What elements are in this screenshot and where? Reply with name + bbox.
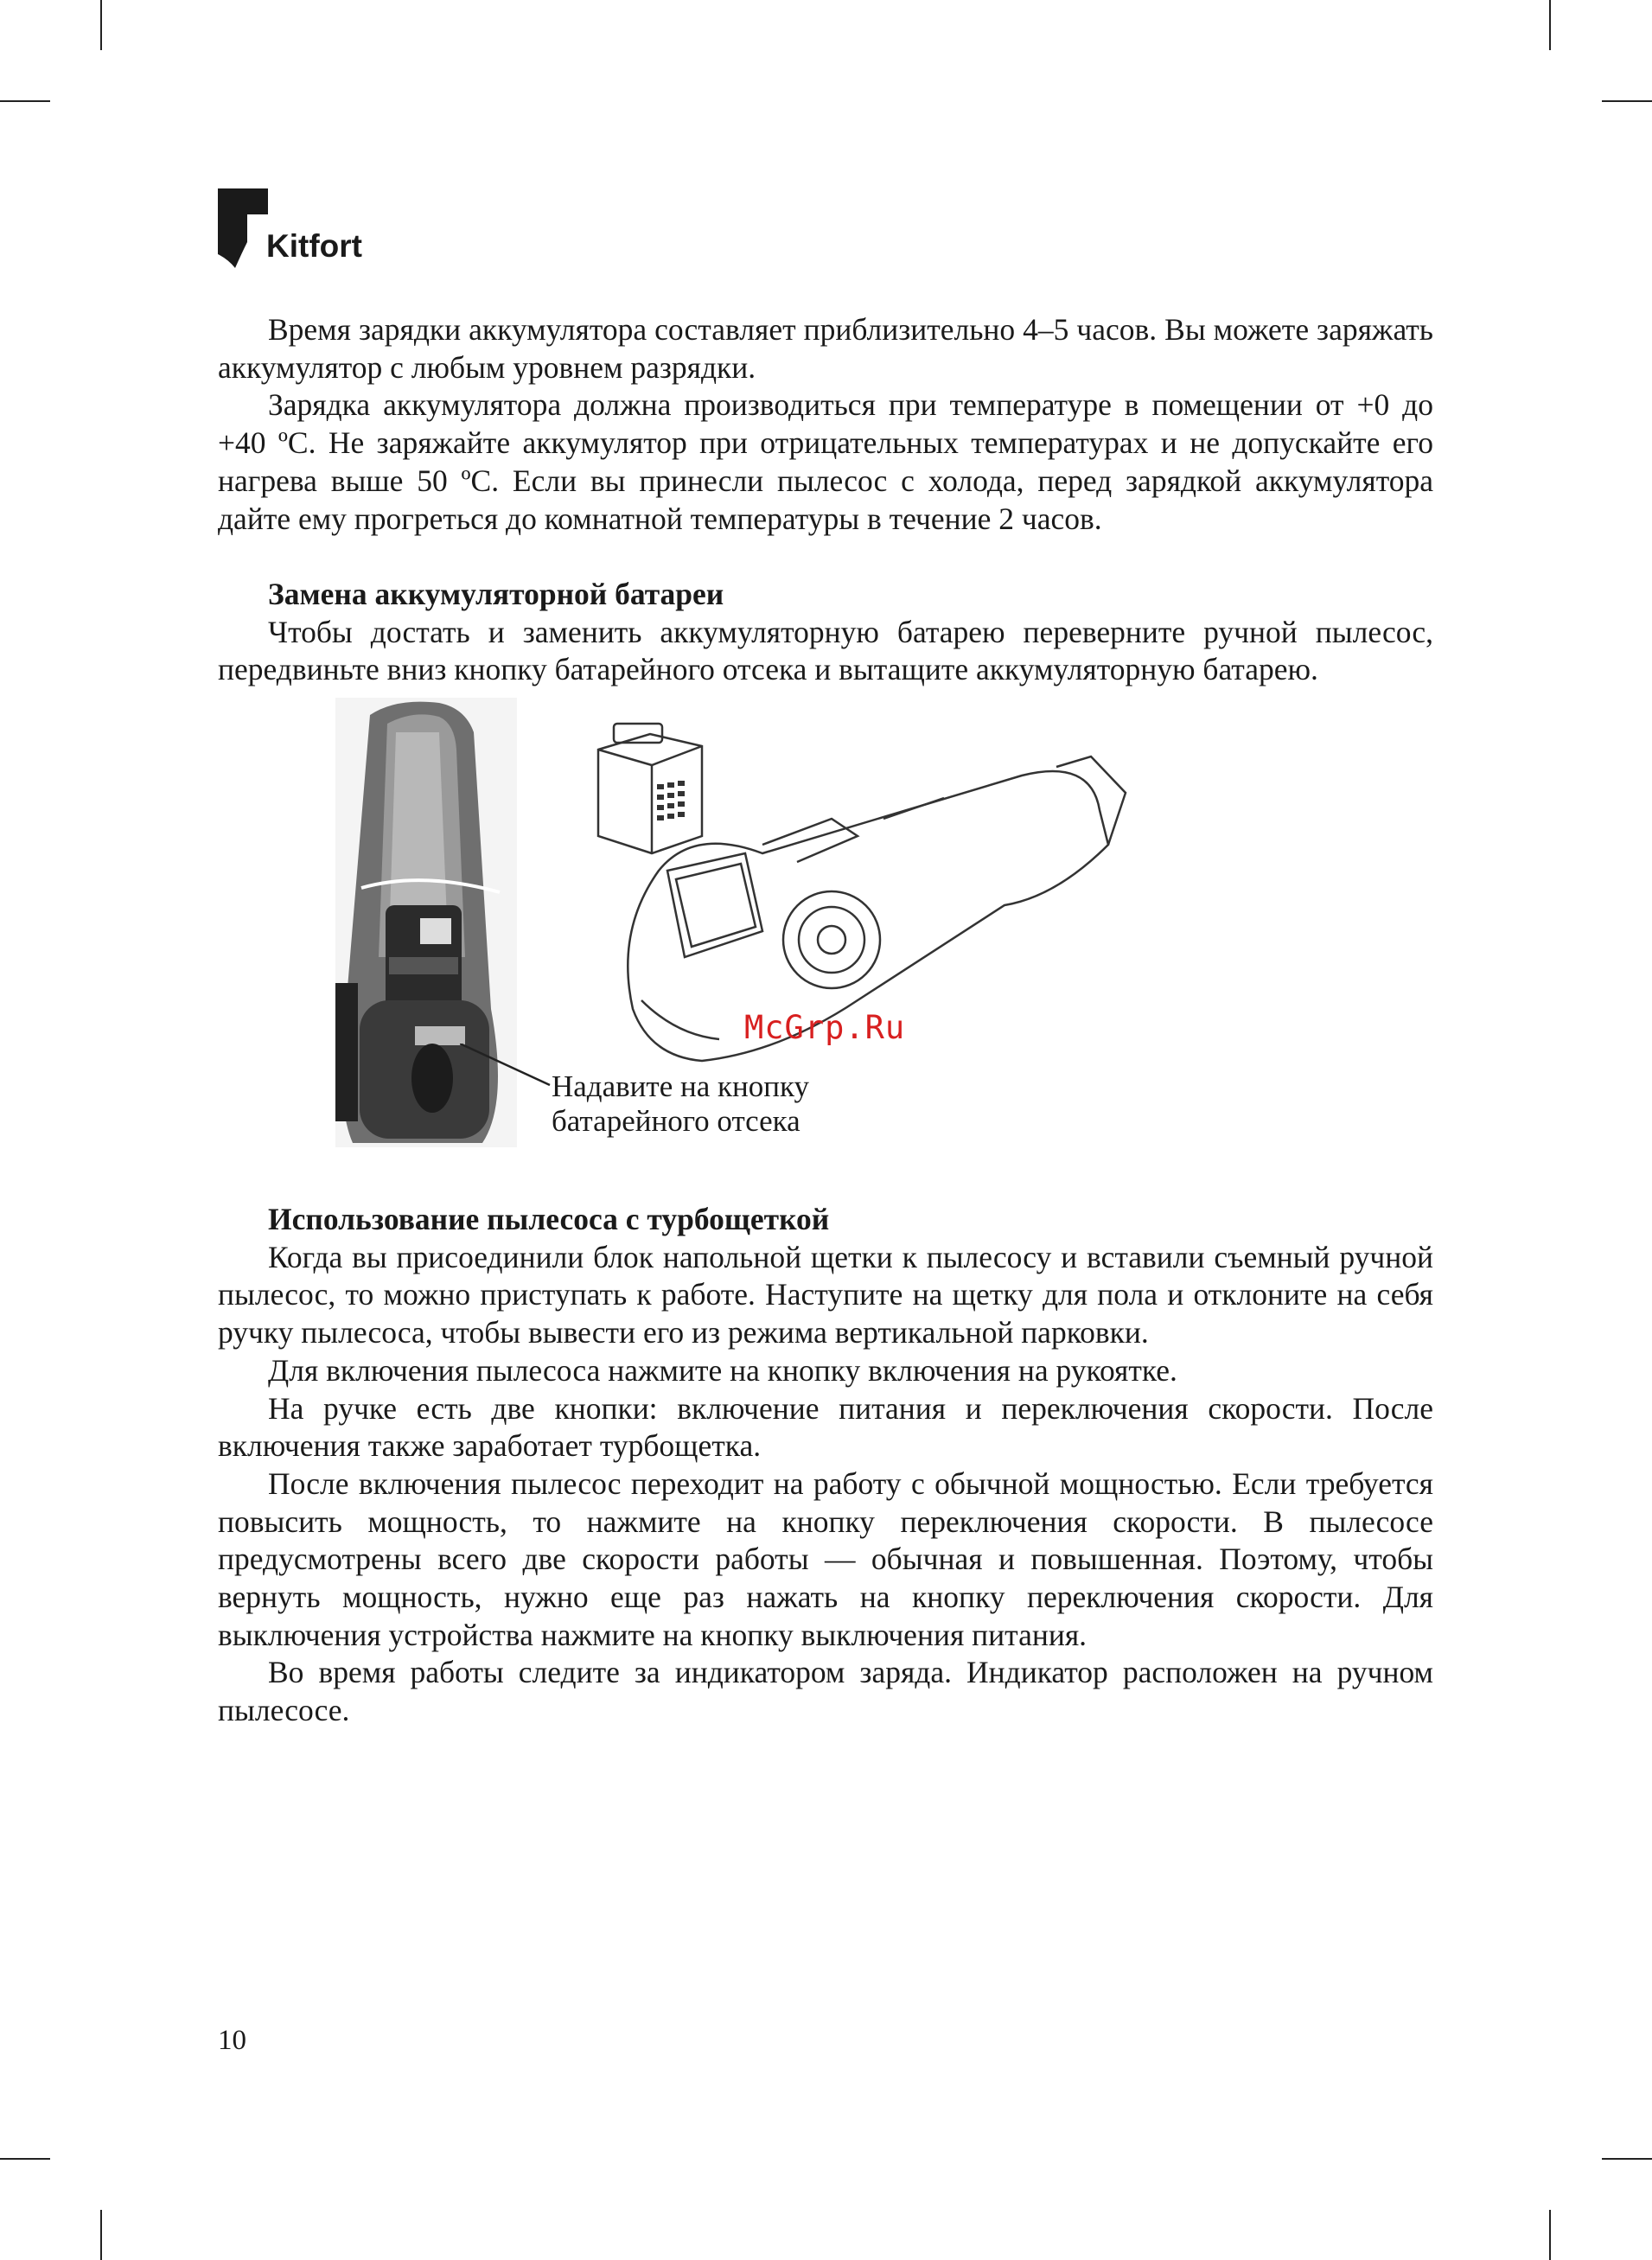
brand-logo bbox=[216, 188, 389, 275]
figure-caption bbox=[552, 1069, 809, 1139]
paragraph: Время зарядки аккумулятора составляет приблизительно 4–5 часов. Вы можете заряжать аккумулятор с любым уровнем разрядки. bbox=[218, 312, 1433, 385]
paragraph: На ручке есть две кнопки: включение питания и переключения скорости. После включения также заработает турбощетка. bbox=[218, 1390, 1433, 1464]
caption-line: Надавите на кнопку bbox=[552, 1069, 809, 1104]
page-number: 10 bbox=[218, 2025, 246, 2056]
paragraph: После включения пылесос переходит на работу с обычной мощностью. Если требуется повысить мощность, то нажмите на кнопку переключения скорости. В пылесосе предусмотрены всего две скорости работы — обычная и повышенная. Поэтому, чтобы вернуть мощность, нужно еще раз нажать на кнопку переключения скорости. Для выключения устройства нажмите на кнопку выключения питания. bbox=[218, 1465, 1433, 1652]
paragraph: Чтобы достать и заменить аккумуляторную батарею переверните ручной пылесос, передвиньте вниз кнопку батарейного отсека и вытащите аккумуляторную батарею. bbox=[218, 614, 1433, 687]
callout-line bbox=[460, 1044, 555, 1095]
crop-mark bbox=[0, 100, 50, 102]
crop-mark bbox=[1549, 0, 1551, 50]
battery-figure bbox=[218, 698, 1433, 1182]
paragraph: Зарядка аккумулятора должна производиться при температуре в помещении от +0 до +40 ºС. Не заряжайте аккумулятор при отрицательных температурах и не допускайте его нагрева выше 50 ºС. Если вы принесли пылесос с холода, перед зарядкой аккумулятора дайте ему прогреться до комнатной температуры в течение 2 часов. bbox=[218, 387, 1433, 536]
paragraph: Когда вы присоединили блок напольной щетки к пылесосу и вставили съемный ручной пылесос, то можно приступать к работе. Наступите на щетку для пола и отклоните на себя ручку пылесоса, чтобы вывести его из режима вертикальной парковки. bbox=[218, 1239, 1433, 1350]
paragraph: Во время работы следите за индикатором заряда. Индикатор расположен на ручном пылесосе. bbox=[218, 1655, 1433, 1728]
brand-logo-mark bbox=[216, 188, 268, 268]
crop-mark bbox=[100, 0, 102, 50]
section-heading: Использование пылесоса с турбощеткой bbox=[268, 1202, 830, 1237]
watermark: McGrp.Ru bbox=[744, 1009, 906, 1047]
caption-line: батарейного отсека bbox=[552, 1104, 800, 1139]
paragraph: Для включения пылесоса нажмите на кнопку включения на рукоятке. bbox=[268, 1352, 1177, 1388]
section-heading: Замена аккумуляторной батареи bbox=[268, 576, 724, 611]
crop-mark bbox=[1602, 100, 1652, 102]
crop-mark bbox=[0, 2158, 50, 2160]
spacer bbox=[218, 538, 1433, 576]
crop-mark bbox=[1549, 2210, 1551, 2260]
brand-name: Kitfort bbox=[266, 228, 362, 264]
crop-mark bbox=[1602, 2158, 1652, 2160]
crop-mark bbox=[100, 2210, 102, 2260]
page-content bbox=[218, 311, 1433, 1730]
